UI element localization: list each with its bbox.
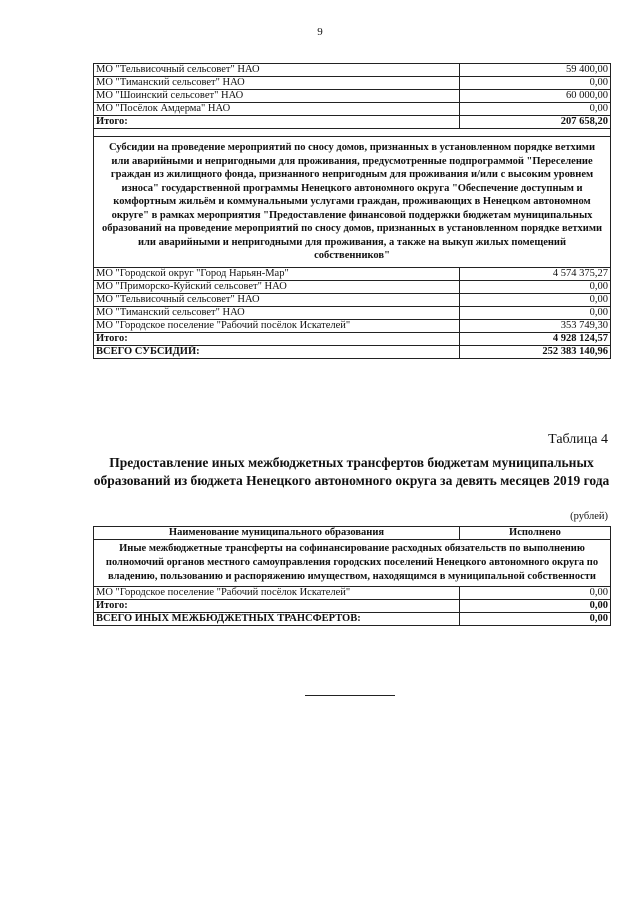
total-row: [94, 600, 611, 613]
municipality-name: МО "Посёлок Амдерма" НАО: [94, 103, 460, 116]
amount: 0,00: [460, 306, 611, 319]
municipality-name: МО "Тиманский сельсовет" НАО: [94, 77, 460, 90]
amount: 59 400,00: [460, 64, 611, 77]
table-row: [94, 293, 611, 306]
total-amount: 4 928 124,57: [460, 332, 611, 345]
table-row: [94, 90, 611, 103]
amount: 0,00: [460, 280, 611, 293]
amount: 0,00: [460, 77, 611, 90]
section-heading: Иные межбюджетные трансферты на софинансирование расходных обязательств по выполнению полномочий органов местного самоуправления городских поселений Ненецкого автономного округа по владению, пользованию и распоряжению имуществом, находящимся в муниципальной собственности: [94, 540, 611, 587]
table-row: [94, 319, 611, 332]
table-row: [94, 64, 611, 77]
grand-total-amount: 252 383 140,96: [460, 345, 611, 358]
spacer-row: [94, 129, 611, 137]
municipality-name: МО "Шоинский сельсовет" НАО: [94, 90, 460, 103]
other-transfers-table: [93, 526, 611, 626]
total-row: [94, 332, 611, 345]
total-amount: 207 658,20: [460, 116, 611, 129]
amount: 4 574 375,27: [460, 267, 611, 280]
page-number: 9: [317, 26, 323, 38]
amount: 0,00: [460, 587, 611, 600]
grand-total-label: ВСЕГО ИНЫХ МЕЖБЮДЖЕТНЫХ ТРАНСФЕРТОВ:: [94, 613, 460, 626]
amount: 0,00: [460, 103, 611, 116]
units-label: (рублей): [570, 511, 608, 522]
total-label: Итого:: [94, 600, 460, 613]
table-row: [94, 306, 611, 319]
grand-total-label: ВСЕГО СУБСИДИЙ:: [94, 345, 460, 358]
municipality-name: МО "Тельвисочный сельсовет" НАО: [94, 64, 460, 77]
grand-total-amount: 0,00: [460, 613, 611, 626]
municipality-name: МО "Приморско-Куйский сельсовет" НАО: [94, 280, 460, 293]
footer-divider: [305, 695, 395, 696]
municipality-name: МО "Тиманский сельсовет" НАО: [94, 306, 460, 319]
grand-total-row: [94, 345, 611, 358]
municipality-name: МО "Тельвисочный сельсовет" НАО: [94, 293, 460, 306]
table-row: [94, 587, 611, 600]
section-heading: Субсидии на проведение мероприятий по сносу домов, признанных в установленном порядке ветхими или аварийными и непригодными для проживания, предусмотренные подпрограммой "Переселение граждан из жилищного фонда, признанного непригодным для проживания и/или с высоким уровнем износа" государственной программы Ненецкого автономного округа "Обеспечение доступным и комфортным жильём и коммунальными услугами граждан, проживающих в Ненецком автономном округе" в рамках мероприятия "Предоставление финансовой поддержки бюджетам муниципальных образований на проведение мероприятий по сносу домов, признанных в установленном порядке ветхими или аварийными и непригодными для проживания, а также на выкуп жилых помещений собственников": [94, 137, 611, 268]
table-label: Таблица 4: [548, 432, 608, 447]
section-heading-row: [94, 540, 611, 587]
table-row: [94, 77, 611, 90]
header-row: [94, 527, 611, 540]
grand-total-row: [94, 613, 611, 626]
amount: 60 000,00: [460, 90, 611, 103]
section-heading-row: [94, 137, 611, 268]
total-label: Итого:: [94, 116, 460, 129]
amount: 0,00: [460, 293, 611, 306]
table-title: Предоставление иных межбюджетных трансфертов бюджетам муниципальных образований из бюджета Ненецкого автономного округа за девять месяцев 2019 года: [93, 455, 610, 488]
total-amount: 0,00: [460, 600, 611, 613]
table-row: [94, 267, 611, 280]
table-row: [94, 103, 611, 116]
total-row: [94, 116, 611, 129]
subsidies-table-continued: [93, 63, 611, 359]
total-label: Итого:: [94, 332, 460, 345]
table-row: [94, 280, 611, 293]
municipality-name: МО "Городское поселение "Рабочий посёлок Искателей": [94, 587, 460, 600]
municipality-name: МО "Городской округ "Город Нарьян-Мар": [94, 267, 460, 280]
municipality-name: МО "Городское поселение "Рабочий посёлок Искателей": [94, 319, 460, 332]
column-header-name: Наименование муниципального образования: [94, 527, 460, 540]
amount: 353 749,30: [460, 319, 611, 332]
column-header-value: Исполнено: [460, 527, 611, 540]
